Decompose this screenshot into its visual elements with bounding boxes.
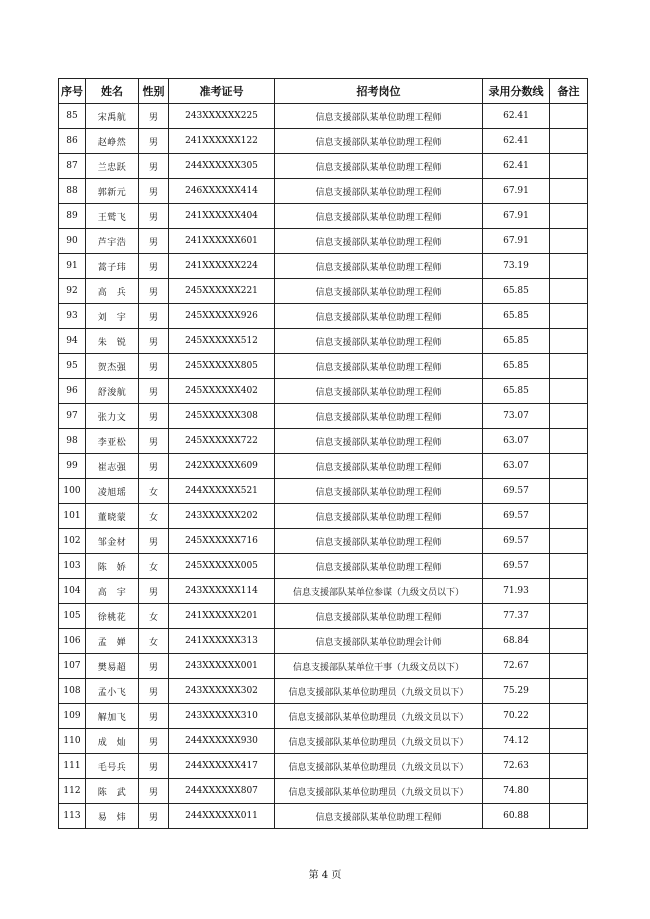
cell-index: 107 (59, 654, 86, 679)
cell-gender: 男 (139, 179, 169, 204)
table-row (59, 429, 588, 454)
cell-name: 宋禹航 (86, 104, 139, 129)
cell-gender: 男 (139, 279, 169, 304)
table-row (59, 179, 588, 204)
cell-index: 89 (59, 204, 86, 229)
cell-gender: 男 (139, 779, 169, 804)
cell-remarks (550, 629, 588, 654)
cell-position: 信息支援部队某单位助理工程师 (275, 179, 483, 204)
cell-index: 86 (59, 129, 86, 154)
cell-remarks (550, 454, 588, 479)
cell-gender: 女 (139, 479, 169, 504)
cell-position: 信息支援部队某单位助理工程师 (275, 329, 483, 354)
cell-position: 信息支援部队某单位助理会计师 (275, 629, 483, 654)
cell-ticket-number: 245XXXXXX805 (169, 354, 275, 379)
cell-index: 95 (59, 354, 86, 379)
cell-position: 信息支援部队某单位助理工程师 (275, 804, 483, 829)
cell-cutoff-score: 62.41 (483, 154, 550, 179)
cell-remarks (550, 479, 588, 504)
cell-cutoff-score: 65.85 (483, 354, 550, 379)
table-row (59, 554, 588, 579)
table-row (59, 654, 588, 679)
cell-cutoff-score: 65.85 (483, 304, 550, 329)
cell-index: 112 (59, 779, 86, 804)
cell-position: 信息支援部队某单位助理工程师 (275, 604, 483, 629)
cell-gender: 女 (139, 554, 169, 579)
cell-ticket-number: 243XXXXXX001 (169, 654, 275, 679)
cell-remarks (550, 104, 588, 129)
cell-position: 信息支援部队某单位助理工程师 (275, 129, 483, 154)
cell-name: 陈 娇 (86, 554, 139, 579)
cell-ticket-number: 245XXXXXX926 (169, 304, 275, 329)
cell-index: 109 (59, 704, 86, 729)
cell-position: 信息支援部队某单位助理工程师 (275, 454, 483, 479)
table-row (59, 279, 588, 304)
cell-position: 信息支援部队某单位助理工程师 (275, 254, 483, 279)
cell-ticket-number: 244XXXXXX011 (169, 804, 275, 829)
cell-name: 赵峥然 (86, 129, 139, 154)
cell-gender: 男 (139, 754, 169, 779)
cell-index: 98 (59, 429, 86, 454)
cell-ticket-number: 241XXXXXX122 (169, 129, 275, 154)
cell-ticket-number: 246XXXXXX414 (169, 179, 275, 204)
cell-position: 信息支援部队某单位助理员（九级文员以下） (275, 679, 483, 704)
cell-ticket-number: 245XXXXXX402 (169, 379, 275, 404)
table-row (59, 104, 588, 129)
cell-remarks (550, 254, 588, 279)
cell-ticket-number: 244XXXXXX305 (169, 154, 275, 179)
table-row (59, 529, 588, 554)
cell-name: 徐桃花 (86, 604, 139, 629)
cell-name: 蒿子玮 (86, 254, 139, 279)
cell-index: 94 (59, 329, 86, 354)
cell-remarks (550, 204, 588, 229)
cell-gender: 男 (139, 154, 169, 179)
cell-name: 孟小飞 (86, 679, 139, 704)
table-row (59, 804, 588, 829)
cell-ticket-number: 244XXXXXX521 (169, 479, 275, 504)
cell-index: 85 (59, 104, 86, 129)
cell-position: 信息支援部队某单位助理员（九级文员以下） (275, 779, 483, 804)
cell-ticket-number: 245XXXXXX512 (169, 329, 275, 354)
cell-remarks (550, 379, 588, 404)
cell-cutoff-score: 65.85 (483, 279, 550, 304)
cell-gender: 男 (139, 404, 169, 429)
table-row (59, 304, 588, 329)
cell-ticket-number: 243XXXXXX202 (169, 504, 275, 529)
cell-name: 高 宇 (86, 579, 139, 604)
cell-ticket-number: 243XXXXXX302 (169, 679, 275, 704)
cell-remarks (550, 279, 588, 304)
cell-ticket-number: 245XXXXXX716 (169, 529, 275, 554)
cell-ticket-number: 241XXXXXX404 (169, 204, 275, 229)
cell-gender: 男 (139, 729, 169, 754)
cell-position: 信息支援部队某单位助理工程师 (275, 279, 483, 304)
cell-remarks (550, 554, 588, 579)
cell-name: 樊易超 (86, 654, 139, 679)
cell-name: 董晓蒙 (86, 504, 139, 529)
cell-index: 91 (59, 254, 86, 279)
cell-name: 贺杰强 (86, 354, 139, 379)
table-row (59, 329, 588, 354)
cell-cutoff-score: 67.91 (483, 229, 550, 254)
header-row (59, 79, 588, 104)
cell-gender: 男 (139, 254, 169, 279)
cell-ticket-number: 243XXXXXX310 (169, 704, 275, 729)
cell-index: 106 (59, 629, 86, 654)
table-row (59, 729, 588, 754)
cell-cutoff-score: 63.07 (483, 429, 550, 454)
cell-gender: 男 (139, 654, 169, 679)
cell-index: 97 (59, 404, 86, 429)
table-row (59, 579, 588, 604)
cell-ticket-number: 244XXXXXX930 (169, 729, 275, 754)
cell-ticket-number: 244XXXXXX807 (169, 779, 275, 804)
cell-gender: 男 (139, 129, 169, 154)
cell-cutoff-score: 74.80 (483, 779, 550, 804)
cell-cutoff-score: 69.57 (483, 554, 550, 579)
table-row (59, 679, 588, 704)
cell-remarks (550, 804, 588, 829)
cell-cutoff-score: 72.63 (483, 754, 550, 779)
table-row (59, 754, 588, 779)
cell-ticket-number: 243XXXXXX114 (169, 579, 275, 604)
results-table (58, 78, 588, 829)
cell-name: 芦宇浩 (86, 229, 139, 254)
cell-name: 兰忠跃 (86, 154, 139, 179)
cell-cutoff-score: 68.84 (483, 629, 550, 654)
cell-cutoff-score: 69.57 (483, 504, 550, 529)
cell-index: 90 (59, 229, 86, 254)
table-header (59, 79, 588, 104)
table-row (59, 479, 588, 504)
table-row (59, 354, 588, 379)
cell-index: 104 (59, 579, 86, 604)
cell-cutoff-score: 77.37 (483, 604, 550, 629)
cell-name: 凌旭瑶 (86, 479, 139, 504)
cell-gender: 男 (139, 454, 169, 479)
cell-gender: 男 (139, 229, 169, 254)
cell-position: 信息支援部队某单位参谋（九级文员以下） (275, 579, 483, 604)
cell-index: 111 (59, 754, 86, 779)
cell-position: 信息支援部队某单位助理员（九级文员以下） (275, 729, 483, 754)
table-row (59, 629, 588, 654)
table-row (59, 779, 588, 804)
cell-remarks (550, 754, 588, 779)
cell-gender: 男 (139, 679, 169, 704)
cell-gender: 男 (139, 379, 169, 404)
cell-ticket-number: 245XXXXXX221 (169, 279, 275, 304)
cell-position: 信息支援部队某单位助理员（九级文员以下） (275, 754, 483, 779)
cell-cutoff-score: 74.12 (483, 729, 550, 754)
cell-name: 毛号兵 (86, 754, 139, 779)
cell-cutoff-score: 63.07 (483, 454, 550, 479)
cell-name: 邹金材 (86, 529, 139, 554)
header-cutoff-score: 录用分数线 (483, 79, 550, 104)
page-number: 第 4 页 (308, 870, 342, 881)
cell-remarks (550, 179, 588, 204)
cell-gender: 男 (139, 579, 169, 604)
cell-position: 信息支援部队某单位助理工程师 (275, 379, 483, 404)
cell-cutoff-score: 70.22 (483, 704, 550, 729)
cell-index: 110 (59, 729, 86, 754)
table-row (59, 404, 588, 429)
cell-name: 李亚松 (86, 429, 139, 454)
cell-remarks (550, 129, 588, 154)
table-row (59, 379, 588, 404)
cell-cutoff-score: 71.93 (483, 579, 550, 604)
table-row (59, 604, 588, 629)
cell-index: 88 (59, 179, 86, 204)
cell-ticket-number: 241XXXXXX201 (169, 604, 275, 629)
cell-position: 信息支援部队某单位助理工程师 (275, 154, 483, 179)
cell-name: 高 兵 (86, 279, 139, 304)
cell-position: 信息支援部队某单位助理员（九级文员以下） (275, 704, 483, 729)
cell-remarks (550, 679, 588, 704)
cell-position: 信息支援部队某单位助理工程师 (275, 404, 483, 429)
cell-remarks (550, 229, 588, 254)
cell-cutoff-score: 73.19 (483, 254, 550, 279)
cell-remarks (550, 404, 588, 429)
cell-index: 100 (59, 479, 86, 504)
cell-index: 108 (59, 679, 86, 704)
header-remarks: 备注 (550, 79, 588, 104)
cell-position: 信息支援部队某单位干事（九级文员以下） (275, 654, 483, 679)
cell-gender: 男 (139, 429, 169, 454)
cell-position: 信息支援部队某单位助理工程师 (275, 304, 483, 329)
cell-position: 信息支援部队某单位助理工程师 (275, 354, 483, 379)
cell-index: 93 (59, 304, 86, 329)
cell-gender: 女 (139, 504, 169, 529)
cell-gender: 男 (139, 704, 169, 729)
cell-name: 崔志强 (86, 454, 139, 479)
cell-cutoff-score: 62.41 (483, 104, 550, 129)
cell-ticket-number: 245XXXXXX722 (169, 429, 275, 454)
cell-gender: 男 (139, 204, 169, 229)
cell-position: 信息支援部队某单位助理工程师 (275, 204, 483, 229)
cell-cutoff-score: 67.91 (483, 179, 550, 204)
cell-cutoff-score: 73.07 (483, 404, 550, 429)
table-row (59, 454, 588, 479)
table-row (59, 254, 588, 279)
table-row (59, 229, 588, 254)
cell-name: 张力文 (86, 404, 139, 429)
cell-index: 96 (59, 379, 86, 404)
cell-index: 103 (59, 554, 86, 579)
cell-index: 113 (59, 804, 86, 829)
cell-remarks (550, 504, 588, 529)
cell-remarks (550, 429, 588, 454)
cell-name: 孟 婵 (86, 629, 139, 654)
cell-ticket-number: 241XXXXXX224 (169, 254, 275, 279)
cell-index: 87 (59, 154, 86, 179)
table-row (59, 504, 588, 529)
table-row (59, 129, 588, 154)
cell-position: 信息支援部队某单位助理工程师 (275, 104, 483, 129)
cell-name: 成 灿 (86, 729, 139, 754)
cell-index: 105 (59, 604, 86, 629)
cell-gender: 男 (139, 104, 169, 129)
cell-name: 王鹫飞 (86, 204, 139, 229)
cell-ticket-number: 245XXXXXX308 (169, 404, 275, 429)
cell-gender: 男 (139, 329, 169, 354)
cell-remarks (550, 304, 588, 329)
cell-name: 刘 宇 (86, 304, 139, 329)
cell-name: 解加飞 (86, 704, 139, 729)
cell-position: 信息支援部队某单位助理工程师 (275, 554, 483, 579)
cell-name: 易 炜 (86, 804, 139, 829)
cell-gender: 女 (139, 604, 169, 629)
cell-position: 信息支援部队某单位助理工程师 (275, 504, 483, 529)
cell-ticket-number: 243XXXXXX225 (169, 104, 275, 129)
cell-index: 99 (59, 454, 86, 479)
cell-cutoff-score: 69.57 (483, 529, 550, 554)
table-row (59, 204, 588, 229)
cell-position: 信息支援部队某单位助理工程师 (275, 229, 483, 254)
cell-cutoff-score: 60.88 (483, 804, 550, 829)
table-row (59, 154, 588, 179)
cell-index: 92 (59, 279, 86, 304)
cell-gender: 男 (139, 804, 169, 829)
cell-ticket-number: 242XXXXXX609 (169, 454, 275, 479)
header-name: 姓名 (86, 79, 139, 104)
cell-remarks (550, 729, 588, 754)
header-index: 序号 (59, 79, 86, 104)
cell-gender: 男 (139, 354, 169, 379)
table-body (59, 104, 588, 829)
cell-index: 102 (59, 529, 86, 554)
header-ticket-number: 准考证号 (169, 79, 275, 104)
cell-remarks (550, 354, 588, 379)
cell-cutoff-score: 69.57 (483, 479, 550, 504)
cell-ticket-number: 241XXXXXX601 (169, 229, 275, 254)
cell-cutoff-score: 65.85 (483, 329, 550, 354)
cell-cutoff-score: 65.85 (483, 379, 550, 404)
cell-gender: 男 (139, 304, 169, 329)
cell-position: 信息支援部队某单位助理工程师 (275, 479, 483, 504)
cell-ticket-number: 241XXXXXX313 (169, 629, 275, 654)
table-row (59, 704, 588, 729)
cell-remarks (550, 654, 588, 679)
cell-gender: 女 (139, 629, 169, 654)
cell-remarks (550, 604, 588, 629)
cell-gender: 男 (139, 529, 169, 554)
cell-position: 信息支援部队某单位助理工程师 (275, 429, 483, 454)
cell-remarks (550, 329, 588, 354)
cell-name: 陈 武 (86, 779, 139, 804)
cell-name: 郭新元 (86, 179, 139, 204)
cell-remarks (550, 779, 588, 804)
cell-cutoff-score: 75.29 (483, 679, 550, 704)
cell-index: 101 (59, 504, 86, 529)
cell-ticket-number: 244XXXXXX417 (169, 754, 275, 779)
header-position: 招考岗位 (275, 79, 483, 104)
cell-name: 舒浚航 (86, 379, 139, 404)
header-gender: 性别 (139, 79, 169, 104)
cell-ticket-number: 245XXXXXX005 (169, 554, 275, 579)
cell-remarks (550, 704, 588, 729)
cell-cutoff-score: 72.67 (483, 654, 550, 679)
cell-remarks (550, 154, 588, 179)
cell-cutoff-score: 67.91 (483, 204, 550, 229)
cell-name: 朱 锐 (86, 329, 139, 354)
cell-remarks (550, 529, 588, 554)
cell-remarks (550, 579, 588, 604)
cell-cutoff-score: 62.41 (483, 129, 550, 154)
cell-position: 信息支援部队某单位助理工程师 (275, 529, 483, 554)
